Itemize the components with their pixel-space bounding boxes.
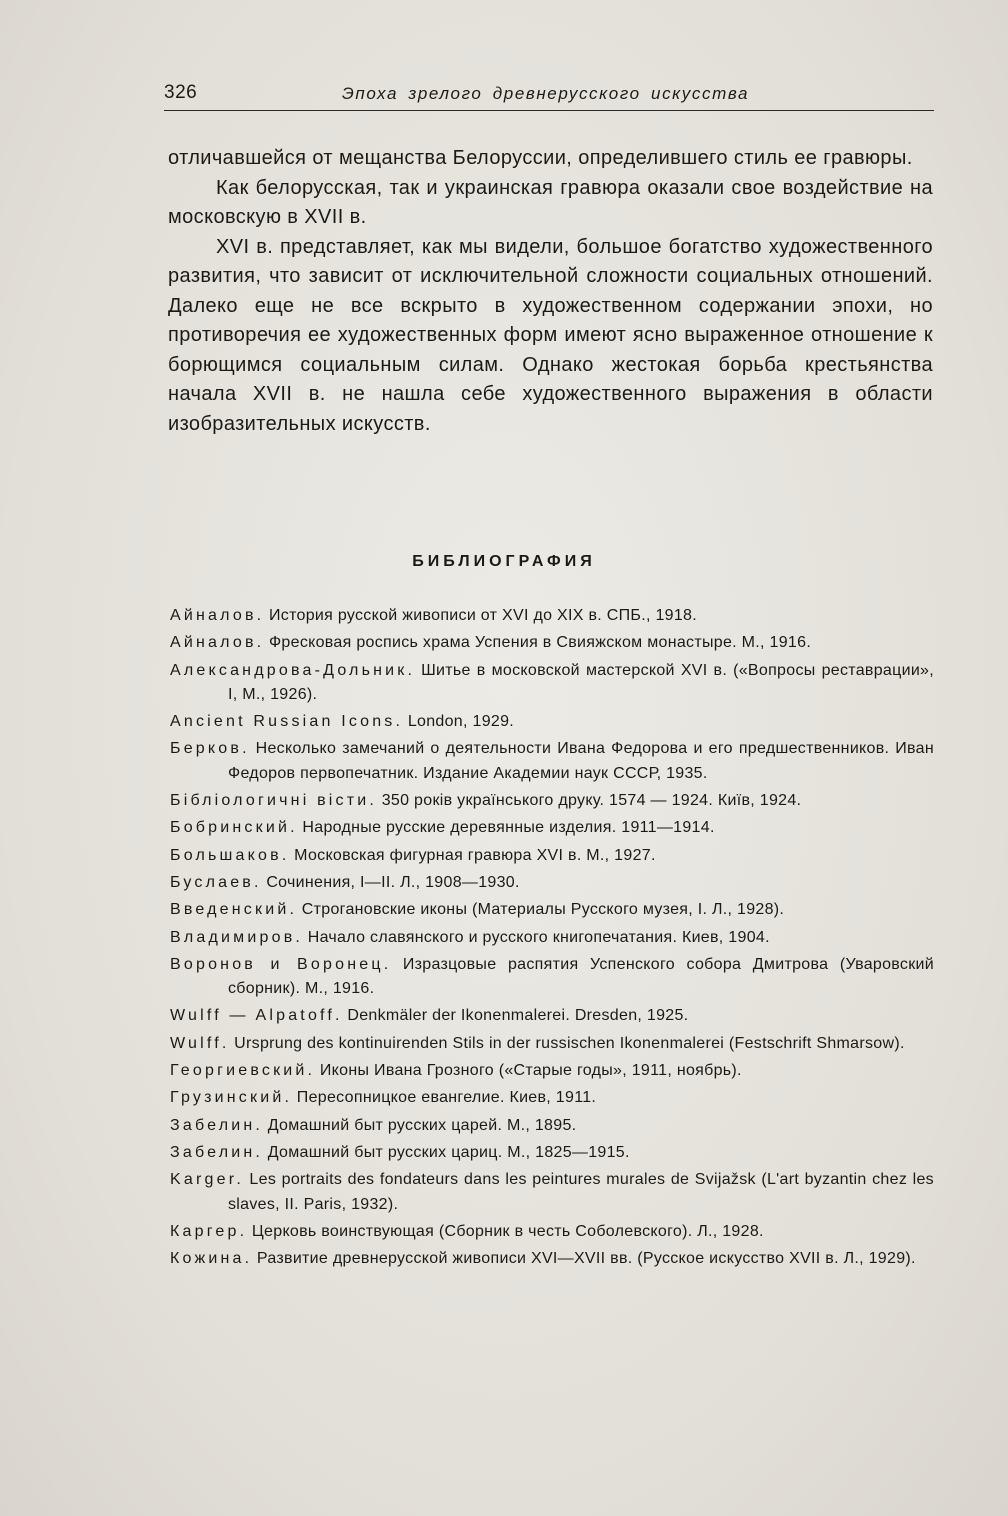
entry-text: История русской живописи от XVI до XIX в. СПБ., 1918. [268,607,697,624]
entry-text: Иконы Ивана Грозного («Старые годы», 1911, ноябрь). [319,1062,742,1080]
entry-text: Церковь воинствующая (Сборник в честь Соболевского). Л., 1928. [251,1222,764,1240]
entry-author: Айналов. [170,607,265,624]
entry-author: Александрова-Дольник. [170,661,416,679]
entry-author: Забелин. [170,1143,264,1161]
bibliography-entry [170,1247,934,1271]
bibliography-entry [170,844,934,868]
bibliography-entry [170,1059,934,1083]
entry-text: Фресковая роспись храма Успения в Свияжском монастыре. М., 1916. [268,634,812,652]
entry-text: Народные русские деревянные изделия. 1911—1914. [302,819,715,837]
bibliography-entry [170,926,934,950]
body-text [168,144,933,439]
entry-text: London, 1929. [407,713,515,731]
bibliography-heading: БИБЛИОГРАФИЯ [412,553,596,570]
entry-text: Строгановские иконы (Материалы Русского музея, I. Л., 1928). [301,901,785,919]
entry-text: 350 років українського друку. 1574 — 1924. Київ, 1924. [381,792,802,810]
entry-author: Кожина. [170,1250,253,1268]
entry-text: Московская фигурная гравюра XVI в. М., 1927. [294,846,656,864]
entry-text: Denkmäler der Ikonenmalerei. Dresden, 1925. [347,1007,689,1025]
bibliography-entry [170,871,934,895]
entry-author: Ancient Russian Icons. [170,713,404,731]
bibliography-entry [170,816,934,840]
entry-text: Домашний быт русских царей. М., 1895. [267,1116,577,1134]
entry-text: Шитье в московской мастерской XVI в. («Вопросы реставрации», I, М., 1926). [228,661,935,703]
entry-author: Каргер. [170,1222,248,1240]
entry-text: Начало славянского и русского книгопечатания. Киев, 1904. [307,928,770,946]
bibliography-entry [170,898,934,922]
entry-author: Введенский. [170,901,298,919]
entry-author: Георгиевский. [170,1062,316,1080]
bibliography-entry [170,1086,934,1110]
entry-text: Les portraits des fondateurs dans les peintures murales de Svijažsk (L'art byzantin chez les slaves, II. Paris, 1932). [228,1171,934,1213]
entry-author: Буслаев. [170,873,262,891]
entry-text: Несколько замечаний о деятельности Ивана Федорова и его предшественников. Иван Федоров первопечатник. Издание Академии наук СССР, 1935. [228,740,934,782]
entry-text: Изразцовые распятия Успенского собора Дмитрова (Уваровский сборник). М., 1916. [228,955,934,998]
page-number: 326 [164,82,198,103]
bibliography-entry [170,631,934,655]
bibliography-entry [170,659,934,708]
bibliography-entry [170,1220,934,1244]
bibliography-entry [170,1114,934,1138]
entry-author: Большаков. [170,846,290,864]
bibliography-list [170,604,934,1274]
paragraph: отличавшейся от мещанства Белоруссии, определившего стиль ее гравюры. [168,147,913,169]
entry-author: Забелин. [170,1116,264,1134]
bibliography-entry [170,710,934,734]
entry-author: Бібліологичні вісти. [170,792,378,810]
entry-author: Берков. [170,740,250,758]
entry-author: Wulff. [170,1034,230,1052]
entry-author: Karger. [170,1171,244,1189]
bibliography-entry [170,604,934,628]
entry-author: Айналов. [170,634,265,652]
entry-text: Домашний быт русских цариц. М., 1825—1915. [267,1143,630,1161]
bibliography-entry [170,953,934,1002]
running-head [164,80,934,111]
entry-text: Сочинения, I—II. Л., 1908—1930. [266,873,520,891]
bibliography-entry [170,1141,934,1165]
entry-author: Воронов и Воронец. [170,955,392,973]
bibliography-entry [170,737,934,786]
entry-author: Бобринский. [170,819,298,837]
entry-author: Владимиров. [170,928,304,946]
entry-text: Ursprung des kontinuirenden Stils in der russischen Ikonenmalerei (Festschrift Shmarsow). [234,1034,905,1052]
entry-author: Wulff — Alpatoff. [170,1007,343,1025]
bibliography-entry [170,1004,934,1028]
paragraph: XVI в. представляет, как мы видели, большое богатство художественного развития, что зависит от исключительной сложности социальных отношений. Далеко еще не все вскрыто в художественном содержании эпохи, но противоречия ее художественных форм имеют ясно выраженное отношение к борющимся социальным силам. Однако жестокая борьба крестьянства начала XVII в. не нашла себе художественного выражения в области изобразительных искусств. [168,235,933,435]
bibliography-entry [170,789,934,813]
entry-text: Развитие древнерусской живописи XVI—XVII вв. (Русское искусство XVII в. Л., 1929). [256,1250,916,1268]
running-title: Эпоха зрелого древнерусского искусства [342,84,750,103]
bibliography-entry [170,1032,934,1056]
paragraph: Как белорусская, так и украинская гравюра оказали свое воздействие на московскую в XVII в. [168,176,933,228]
bibliography-entry [170,1168,934,1217]
entry-text: Пересопницкое евангелие. Киев, 1911. [296,1089,597,1107]
entry-author: Грузинский. [170,1089,293,1107]
